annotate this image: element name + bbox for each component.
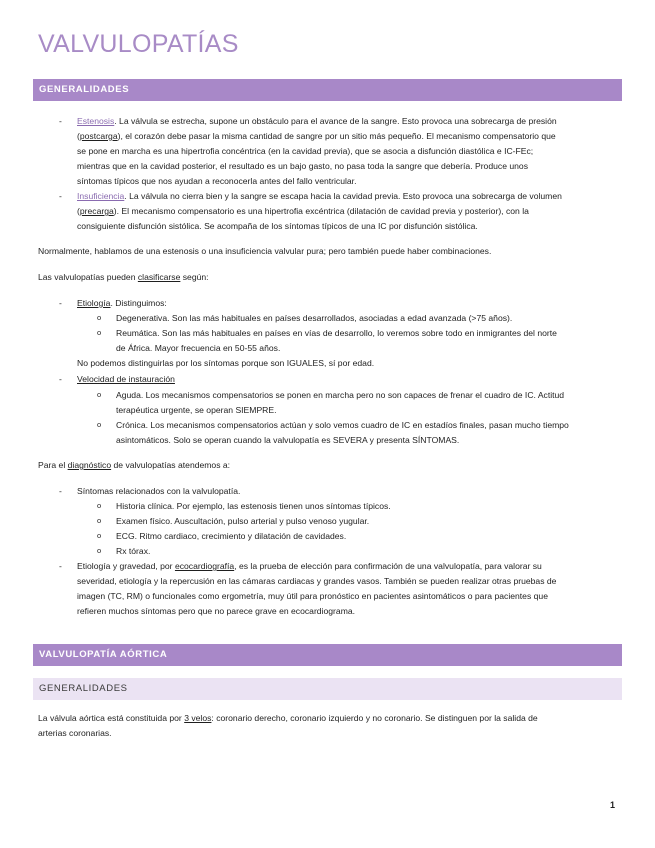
list-circle: o xyxy=(97,531,102,540)
list-circle: o xyxy=(97,420,102,429)
etiologia-gravedad-line-1 xyxy=(77,559,617,574)
historia-item: Historia clínica. Por ejemplo, las estenosis tienen unos síntomas típicos. xyxy=(116,501,391,511)
velos-term: 3 velos xyxy=(184,713,212,723)
ecocardiografia-term: ecocardiografía xyxy=(174,561,235,571)
ecg-item: ECG. Ritmo cardiaco, crecimiento y dilatación de cavidades. xyxy=(116,531,347,541)
paren: ( xyxy=(77,206,80,216)
aortica-post: : coronario derecho, coronario izquierdo y no coronario. Se distinguen por la salida de xyxy=(211,713,538,723)
cronica-line-1: Crónica. Los mecanismos compensatorios actúan y solo vemos cuadro de IC en estadíos finales, pasan mucho tiempo xyxy=(116,420,569,430)
list-dash: - xyxy=(59,116,62,126)
list-dash: - xyxy=(59,191,62,201)
normalmente-paragraph: Normalmente, hablamos de una estenosis o una insuficiencia valvular pura; pero también puede haber combinaciones. xyxy=(38,246,492,256)
list-circle: o xyxy=(97,328,102,337)
list-circle: o xyxy=(97,390,102,399)
velocidad-heading xyxy=(77,372,617,387)
diagnostico-pre: Para el xyxy=(38,460,68,470)
etiologia-term: Etiología xyxy=(77,298,111,308)
list-dash: - xyxy=(59,486,62,496)
diagnostico-term: diagnóstico xyxy=(67,460,112,470)
clasificar-term: clasificarse xyxy=(137,272,181,282)
rx-item: Rx tórax. xyxy=(116,546,151,556)
list-dash: - xyxy=(59,374,62,384)
diagnostico-paragraph xyxy=(38,458,618,473)
insuficiencia-line-3: consiguiente disfunción sistólica. Se acompaña de los síntomas típicos de una IC por disfunción sistólica. xyxy=(77,221,478,231)
etiologia-post: . Distinguimos: xyxy=(110,298,167,308)
list-dash: - xyxy=(59,298,62,308)
insuficiencia-text-1: . La válvula no cierra bien y la sangre se escapa hacia la cavidad previa. Esto provoca una sobrecarga de volumen xyxy=(124,191,562,201)
section-header-generalidades: GENERALIDADES xyxy=(33,79,622,101)
subsection-header-generalidades: GENERALIDADES xyxy=(33,678,622,700)
etiologia-heading xyxy=(77,296,617,311)
insuficiencia-text-2: ). El mecanismo compensatorio es una hipertrofia excéntrica (dilatación de cavidad previa y posterior), con la xyxy=(113,206,529,216)
aguda-line-2: terapéutica urgente, se operan SIEMPRE. xyxy=(116,405,277,415)
velocidad-term: Velocidad de instauración xyxy=(77,374,175,384)
section-header-aortica: VALVULOPATÍA AÓRTICA xyxy=(33,644,622,666)
diagnostico-post: de valvulopatías atendemos a: xyxy=(111,460,231,470)
etio-pre: Etiología y gravedad, por xyxy=(77,561,175,571)
etio-post: , es la prueba de elección para confirmación de una valvulopatía, para valorar su xyxy=(234,561,542,571)
list-circle: o xyxy=(97,501,102,510)
aortica-line-1 xyxy=(38,711,618,726)
aortica-line-2: arterias coronarias. xyxy=(38,728,112,738)
insuficiencia-term: Insuficiencia xyxy=(77,191,125,201)
cronica-line-2: asintomáticos. Solo se operan cuando la valvulopatía es SEVERA y presenta SÍNTOMAS. xyxy=(116,435,460,445)
sintomas-item: Síntomas relacionados con la valvulopatía. xyxy=(77,486,241,496)
estenosis-line-2 xyxy=(77,129,617,144)
estenosis-line-5: síntomas típicos que nos ayudan a reconocerla antes del fallo ventricular. xyxy=(77,176,357,186)
insuficiencia-line-2 xyxy=(77,204,617,219)
list-dash: - xyxy=(59,561,62,571)
estenosis-text-1: . La válvula se estrecha, supone un obstáculo para el avance de la sangre. Esto provoca una sobrecarga de presión xyxy=(114,116,557,126)
list-circle: o xyxy=(97,313,102,322)
estenosis-line-3: se pone en marcha es una hipertrofia concéntrica (en la cavidad previa), que se asocia a disfunción diastólica e IC-FEc; xyxy=(77,146,534,156)
clasificar-pre: Las valvulopatías pueden xyxy=(38,272,138,282)
aortica-pre: La válvula aórtica está constituida por xyxy=(38,713,185,723)
page-number: 1 xyxy=(610,800,616,810)
clasificar-post: según: xyxy=(180,272,209,282)
estenosis-term: Estenosis xyxy=(77,116,115,126)
estenosis-line-4: mientras que en la cavidad posterior, el resultado es un bajo gasto, no pasa toda la sangre que debería. Produce unos xyxy=(77,161,528,171)
reumatica-item-line-2: de África. Mayor frecuencia en 50-55 años. xyxy=(116,343,281,353)
etiologia-note: No podemos distinguirlas por los síntomas porque son IGUALES, sí por edad. xyxy=(77,358,375,368)
list-circle: o xyxy=(97,516,102,525)
clasificar-paragraph xyxy=(38,270,618,285)
examen-item: Examen físico. Auscultación, pulso arterial y pulso venoso yugular. xyxy=(116,516,370,526)
etiologia-gravedad-line-3: imagen (TC, RM) o funcionales como ergometría, muy útil para pronóstico en pacientes asintomáticos o para pacientes que xyxy=(77,591,548,601)
page-title: VALVULOPATÍAS xyxy=(38,30,239,58)
estenosis-line-1 xyxy=(77,114,617,129)
reumatica-item-line-1: Reumática. Son las más habituales en países en vías de desarrollo, lo veremos sobre todo en inmigrantes del norte xyxy=(116,328,557,338)
etiologia-gravedad-line-4: refieren muchos síntomas pero que no parece grave en ecocardiograma. xyxy=(77,606,356,616)
estenosis-text-2: ), el corazón debe pasar la misma cantidad de sangre por un sitio más pequeño. El mecanismo compensatorio que xyxy=(117,131,556,141)
aguda-line-1: Aguda. Los mecanismos compensatorios se ponen en marcha pero no son capaces de frenar el cuadro de IC. Actitud xyxy=(116,390,565,400)
paren: ( xyxy=(77,131,80,141)
postcarga-term: postcarga xyxy=(79,131,118,141)
precarga-term: precarga xyxy=(79,206,114,216)
etiologia-gravedad-line-2: severidad, etiología y la repercusión en las cámaras cardiacas y grandes vasos. También se pueden realizar otras pruebas de xyxy=(77,576,557,586)
degenerativa-item: Degenerativa. Son las más habituales en países desarrollados, asociadas a edad avanzada (>75 años). xyxy=(116,313,513,323)
insuficiencia-line-1 xyxy=(77,189,617,204)
list-circle: o xyxy=(97,546,102,555)
